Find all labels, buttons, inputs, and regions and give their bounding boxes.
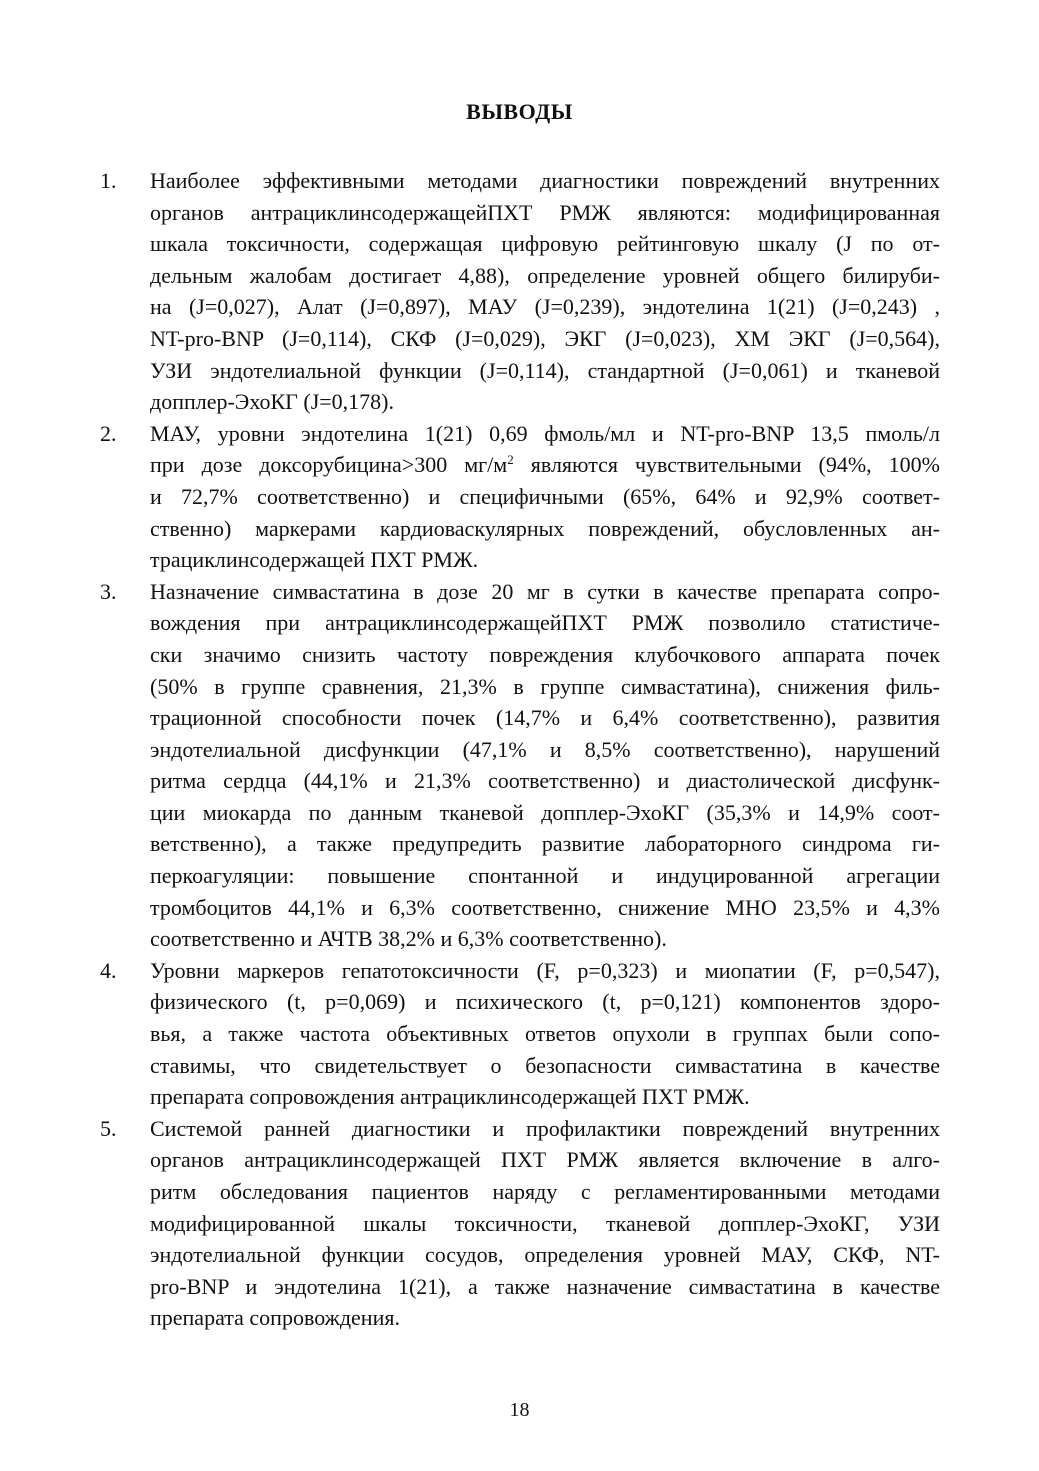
text-line: шкала токсичности, содержащая цифровую рейтинговую шкалу (J по от- [150,231,940,257]
text-line: ритм обследования пациентов наряду с регламентированными методами [150,1179,940,1204]
text-line: NT-pro-BNP (J=0,114), СКФ (J=0,029), ЭКГ (J=0,023), ХМ ЭКГ (J=0,564), [150,325,940,351]
text-line: ски значимо снизить частоту повреждения клубочкового аппарата почек [150,641,940,667]
text-line: препарата сопровождения. [150,1305,400,1331]
text-line: МАУ, уровни эндотелина 1(21) 0,69 фмоль/мл и NT-pro-BNP 13,5 пмоль/л [150,420,940,446]
text-line: и 72,7% соответственно) и специфичными (65%, 64% и 92,9% соответ- [150,483,940,509]
text-line: перкоагуляции: повышение спонтанной и индуцированной агрегации [150,863,940,889]
page-title: ВЫВОДЫ [466,99,573,124]
text-line: Наиболее эффективными методами диагностики повреждений внутренних [150,168,940,193]
item-number: 1. [100,168,117,193]
text-line: дельным жалобам достигает 4,88), определение уровней общего билируби- [150,262,940,288]
text-line: трациклинсодержащей ПХТ РМЖ. [150,547,479,573]
text-line: тромбоцитов 44,1% и 6,3% соответственно, снижение МНО 23,5% и 4,3% [150,894,940,920]
text-line: ставимы, что свидетельствует о безопасности симвастатина в качестве [150,1052,940,1078]
item-number: 5. [100,1115,117,1141]
text-line: ственно) маркерами кардиоваскулярных повреждений, обусловленных ан- [150,515,940,541]
text-segment: при дозе доксорубицина>300 мг/м [150,452,508,478]
text-line: органов антрациклинсодержащейПХТ РМЖ являются: модифицированная [150,199,940,225]
text-line: Системой ранней диагностики и профилактики повреждений внутренних [150,1115,940,1141]
text-line-with-superscript [150,449,940,481]
text-segment: являются чувствительными (94%, 100% [513,452,940,478]
text-line: ветственно), а также предупредить развитие лабораторного синдрома ги- [150,831,940,857]
item-number: 3. [100,578,117,604]
text-line: физического (t, p=0,069) и психического (t, p=0,121) компонентов здоро- [150,989,940,1015]
text-line: УЗИ эндотелиальной функции (J=0,114), стандартной (J=0,061) и тканевой [150,357,940,383]
text-line: соответственно и АЧТВ 38,2% и 6,3% соответственно). [150,926,667,952]
text-line: трационной способности почек (14,7% и 6,4% соответственно), развития [150,705,940,731]
item-number: 2. [100,420,117,446]
text-line: Уровни маркеров гепатотоксичности (F, p=0,323) и миопатии (F, p=0,547), [150,957,940,983]
text-line: ции миокарда по данным тканевой допплер-ЭхоКГ (35,3% и 14,9% соот- [150,799,940,825]
text-line: pro-BNP и эндотелина 1(21), а также назначение симвастатина в качестве [150,1273,940,1299]
text-line: модифицированной шкалы токсичности, тканевой допплер-ЭхоКГ, УЗИ [150,1210,940,1236]
conclusion-item-3 [0,576,1039,955]
page-number: 18 [509,1399,530,1421]
text-line: эндотелиальной функции сосудов, определения уровней МАУ, СКФ, NT- [150,1242,940,1268]
conclusion-item-2 [0,418,1039,576]
text-line: на (J=0,027), Алат (J=0,897), МАУ (J=0,239), эндотелина 1(21) (J=0,243) , [150,294,940,320]
text-line: Назначение симвастатина в дозе 20 мг в сутки в качестве препарата сопро- [150,578,940,604]
text-line: ритма сердца (44,1% и 21,3% соответственно) и диастолической дисфунк- [150,768,940,794]
text-line: вождения при антрациклинсодержащейПХТ РМЖ позволило статистиче- [150,610,940,636]
conclusion-item-4 [0,955,1039,1113]
text-line: эндотелиальной дисфункции (47,1% и 8,5% соответственно), нарушений [150,736,940,762]
text-line: допплер-ЭхоКГ (J=0,178). [150,389,395,415]
text-line: препарата сопровождения антрациклинсодержащей ПХТ РМЖ. [150,1084,750,1110]
text-line: органов антрациклинсодержащей ПХТ РМЖ является включение в алго- [150,1147,940,1173]
conclusions-list [0,165,1039,1334]
item-number: 4. [100,957,117,983]
superscript: 2 [507,452,514,468]
conclusion-item-1 [0,165,1039,418]
text-line: (50% в группе сравнения, 21,3% в группе симвастатина), снижения филь- [150,673,940,699]
text-line: вья, а также частота объективных ответов опухоли в группах были сопо- [150,1021,940,1047]
conclusion-item-5 [0,1113,1039,1334]
